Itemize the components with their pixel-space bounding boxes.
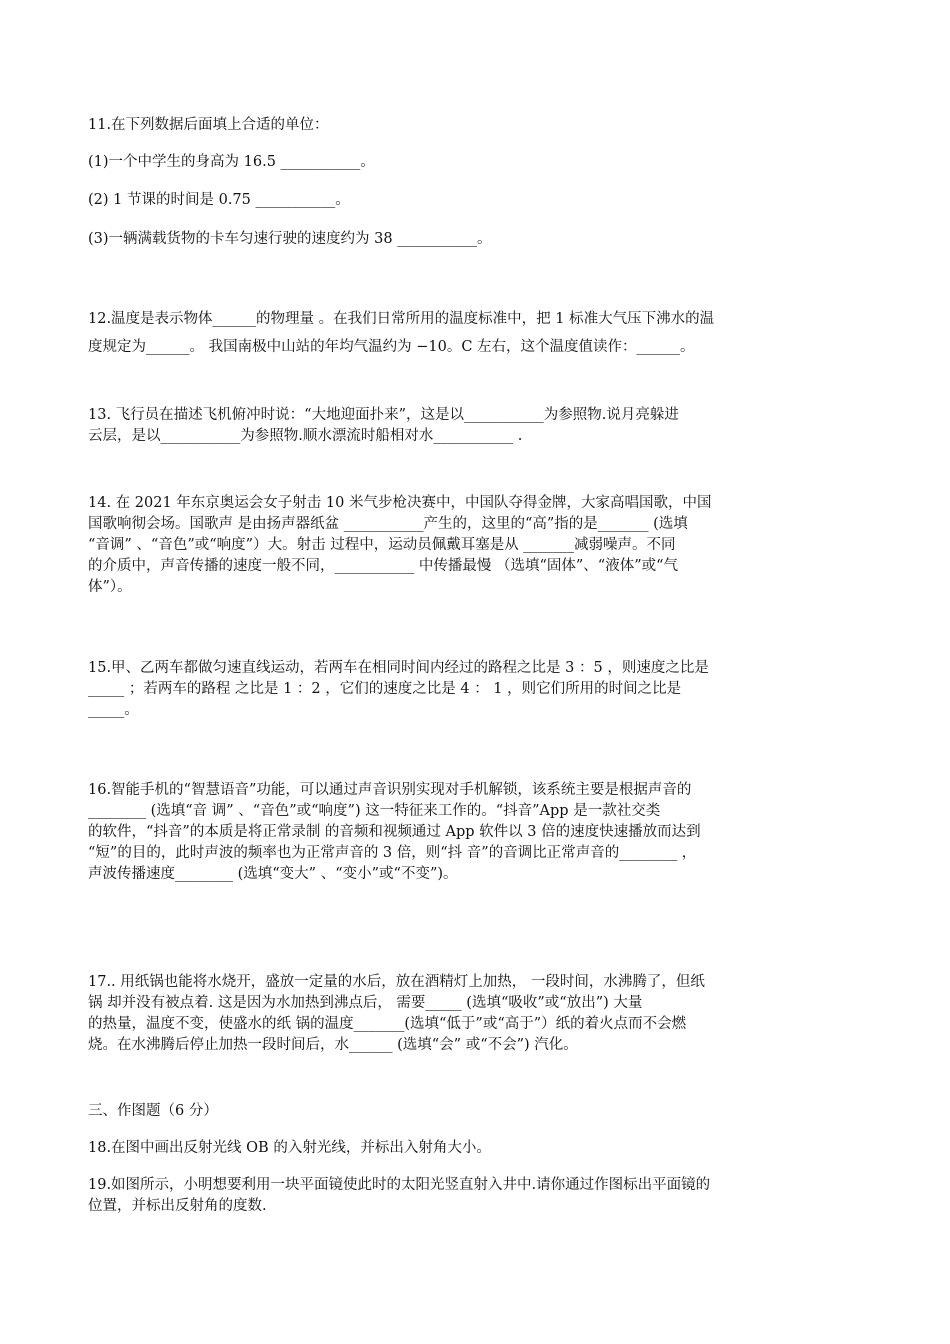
worksheet-page — [88, 0, 868, 1344]
question-16: 16.智能手机的“智慧语音”功能，可以通过声音识别实现对手机解锁，该系统主要是根据声音的 ________ (选填“音 调” 、“音色”或“响度”) 这一特征来工作的。“抖音”App 是一款社交类 的软件，“抖音”的本质是将正常录制 的音频和视频通过 App 软件以 3 倍的速度快速播放而达到 “短”的目的，此时声波的频率也为正常声音的 3 倍，则“抖 音”的音调比正常声音的________ ， 声波传播速度________ (选填“变大” 、“变小”或“不变”)。 — [88, 782, 701, 882]
question-11-stem: 11.在下列数据后面填上合适的单位： — [88, 117, 329, 133]
question-11-item-2: (2) 1 节课的时间是 0.75 ___________。 — [88, 192, 350, 208]
question-12: 12.温度是表示物体______的物理量 。在我们日常所用的温度标准中，把 1 标准大气压下沸水的温 度规定为______。 我国南极中山站的年均气温约为 −10。C 左右，这个温度值读作：______。 — [88, 311, 715, 355]
question-18: 18.在图中画出反射光线 OB 的入射光线，并标出入射角大小。 — [88, 1140, 491, 1156]
question-17: 17.. 用纸锅也能将水烧开，盛放一定量的水后，放在酒精灯上加热， 一段时间，水沸腾了，但纸 锅 却并没有被点着. 这是因为水加热到沸点后， 需要_____ (选填“吸收”或“放出”) 大量 的热量，温度不变，使盛水的纸 锅的温度_______(选填“低于”或“高于”）纸的着火点而不会燃 烧。在水沸腾后停止加热一段时间后，水______ (选填“会” 或“不会”) 汽化。 — [88, 974, 705, 1053]
section-3-title: 三、作图题（6 分） — [88, 1103, 218, 1119]
question-19: 19.如图所示，小明想要利用一块平面镜使此时的太阳光竖直射入井中.请你通过作图标出平面镜的 位置，并标出反射角的度数. — [88, 1177, 711, 1214]
question-14: 14. 在 2021 年东京奥运会女子射击 10 米气步枪决赛中，中国队夺得金牌，大家高唱国歌，中国 国歌响彻会场。国歌声 是由扬声器纸盆 ___________产生的，这里的“高”指的是_______ (选填 “音调” 、“音色”或“响度”）大。射击 过程中，运动员佩戴耳塞是从 _______减弱噪声。不同 的介质中，声音传播的速度一般不同，___________ 中传播最慢 （选填“固体”、“液体”或“气 体”）。 — [88, 495, 712, 595]
question-11-item-1: (1)一个中学生的身高为 16.5 ___________。 — [88, 154, 375, 170]
question-15: 15.甲、乙两车都做匀速直线运动，若两车在相同时间内经过的路程之比是 3 ：5 ，则速度之比是 _____ ；若两车的路程 之比是 1 ：2 ，它们的速度之比是 4 ： 1 ，则它们所用的时间之比是 _____。 — [88, 660, 709, 718]
question-13: 13. 飞行员在描述飞机俯冲时说：“大地迎面扑来”，这是以___________为参照物.说月亮躲进 云层，是以___________为参照物.顺水漂流时船相对水___________ . — [88, 407, 679, 444]
question-11-item-3: (3)一辆满载货物的卡车匀速行驶的速度约为 38 ___________。 — [88, 231, 492, 247]
